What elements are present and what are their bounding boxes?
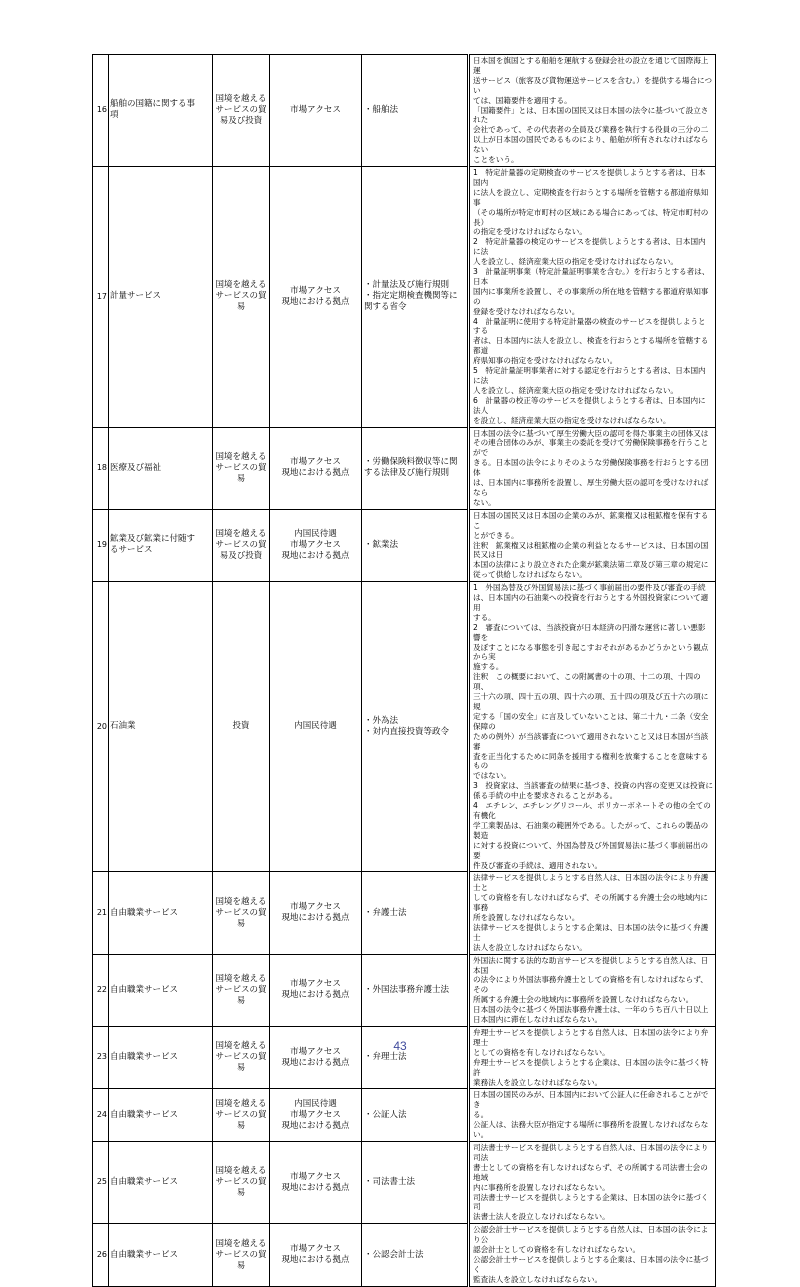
measure-description-cell-line: 弁理士サービスを提供しようとする企業は、日本国の法令に基づく特許 [473,1057,709,1077]
obligation-type-cell-line: 易及び投資 [219,550,263,561]
obligation-type-cell-line: 国境を越える [215,1238,267,1249]
measure-description-cell-line: その連合団体のみが、事業主の委託を受けて労働保険事務を行うことがで [473,438,709,458]
obligation-type-cell [213,582,270,872]
relevant-obligation-cell [270,1224,362,1287]
measure-description-cell-line: 及ぼすことになる事態を引き起こすおそれがあるかどうかという観点から実 [473,642,709,662]
measure-description-cell-line: 3 投資家は、当該審査の結果に基づき、投資の内容の変更又は投資に [473,781,713,791]
table-row [93,1224,716,1287]
obligation-type-cell-line: 易 [236,1188,246,1199]
sector-cell [109,509,213,581]
relevant-obligation-cell-line: 市場アクセス [290,979,341,990]
obligation-type-cell [213,1141,270,1223]
sector-cell-line: 項 [110,110,119,121]
page-number: 43 [393,1039,407,1053]
obligation-type-cell-line: 国境を越える [215,1041,267,1052]
sector-cell [109,55,213,167]
relevant-obligation-cell-line: 市場アクセス [290,104,341,115]
measure-description-cell-line: 司法書士サービスを提供しようとする企業は、日本国の法令に基づく司 [473,1192,709,1212]
measure-description-cell-line: 「国籍要件」とは、日本国の国民又は日本国の法令に基づいて設立された [473,105,709,125]
relevant-obligation-cell [270,427,362,509]
measure-description-cell-line: 人を設立し、経済産業大臣の指定を受けなければならない。 [473,385,679,395]
measure-description-cell-line: 府県知事の指定を受けなければならない。 [473,356,618,366]
relevant-obligation-cell-line: 市場アクセス [290,902,341,913]
measure-description-cell-line: 国内に事業所を設置し、その事業所の所在地を管轄する都道府県知事の [473,286,709,306]
measure-description-cell-line: としての資格を有しなければならない。 [473,1047,610,1057]
measure-description-cell [469,1027,716,1089]
row-number: 18 [93,427,109,509]
sector-cell-line: 自由職業サービス [110,1109,179,1120]
measure-description-cell-line: は、日本国内の石油業への投資を行おうとする外国投資家について適用 [473,593,709,612]
measure-description-cell [469,1089,716,1142]
measure-description-cell-line: 従って供給しなければならない。 [473,570,587,580]
relevant-obligation-cell-line: 現地における拠点 [281,1255,350,1266]
relevant-obligation-cell [270,166,362,427]
measure-description-cell-line: 以上が日本国の国民であるものにより、船舶が所有されなければならない [473,135,709,155]
measure-description-cell-line: 日本国の国民又は日本国の企業のみが、鉱業権又は租鉱権を保有するこ [473,510,709,530]
obligation-type-cell-line: 国境を越える [215,896,267,907]
measure-description-cell [469,55,716,167]
obligation-type-cell-line: サービスの貿 [215,539,267,550]
sector-cell-line: 自由職業サービス [110,1249,179,1260]
table-row [93,509,716,581]
relevant-obligation-cell-line: 市場アクセス [290,285,341,296]
relevant-obligation-cell [270,1027,362,1089]
row-number: 20 [93,582,109,872]
measure-description-cell-line: 司法書士サービスを提供しようとする自然人は、日本国の法令により司法 [473,1142,709,1162]
obligation-type-cell-line: サービスの貿 [215,1249,267,1260]
sector-cell [109,1027,213,1089]
table-row [93,1141,716,1223]
obligation-type-cell-line: 易及び投資 [219,115,263,126]
legal-basis-cell [362,1224,469,1287]
sector-cell-line: 自由職業サービス [110,1177,179,1188]
legal-basis-cell-line: ・計量法及び施行規則 [364,280,450,291]
measure-description-cell-line: 三十六の項、四十五の項、四十六の項、五十四の項及び五十六の項に規 [473,692,709,711]
sector-cell-line: 鉱業及び鉱業に付随す [110,534,196,545]
relevant-obligation-cell-line: 市場アクセス [290,1109,341,1120]
measure-description-cell-line: 書士としての資格を有しなければならず、その所属する司法書士会の地域 [473,1162,708,1182]
measure-description-cell-line: 人を設立し、経済産業大臣の指定を受けなければならない。 [473,257,679,267]
sector-cell-line: 自由職業サービス [110,907,179,918]
measure-description-cell-line: 査を正当化するために同条を援用する権利を放棄することを意味するもの [473,751,709,771]
measure-description-cell [469,872,716,954]
sector-cell [109,582,213,872]
legal-basis-cell [362,872,469,954]
measure-description-cell-line: の指定を受けなければならない。 [473,227,587,237]
obligation-type-cell-line: 易 [236,918,246,929]
obligation-type-cell-line: サービスの貿 [215,291,267,302]
measure-description-cell-line: （その場所が特定市町村の区域にある場合にあっては、特定市町村の長） [473,207,709,227]
relevant-obligation-cell-line: 現地における拠点 [281,468,350,479]
sector-cell [109,427,213,509]
row-number: 17 [93,166,109,427]
measure-description-cell-line: ための例外）が当該審査について適用されないこと又は日本国が当該審 [473,731,709,751]
obligation-type-cell-line: 国境を越える [215,280,267,291]
obligation-type-cell-line: サービスの貿 [215,907,267,918]
sector-cell-line: 石油業 [110,721,136,732]
measure-description-cell-line: 者は、日本国内に法人を設立し、検査を行おうとする場所を管轄する都道 [473,336,709,356]
table-row [93,427,716,509]
measure-description-cell-line: 内に事務所を設置しなければならない。 [473,1182,610,1192]
sector-cell-line: 医療及び福祉 [110,462,162,473]
row-number: 21 [93,872,109,954]
legal-basis-cell [362,509,469,581]
obligation-type-cell-line: 国境を越える [215,93,267,104]
relevant-obligation-cell-line: 内国民待遇 [294,528,337,539]
relevant-obligation-cell-line: 現地における拠点 [281,1182,350,1193]
relevant-obligation-cell-line: 市場アクセス [290,457,341,468]
obligation-type-cell [213,954,270,1026]
sector-cell [109,1141,213,1223]
measure-description-cell-line: 1 外国為替及び外国貿易法に基づく事前届出の要件及び審査の手続 [473,583,706,593]
measure-description-cell-line: ない。 [473,497,496,507]
measure-description-cell-line: 日本国内に滞在しなければならない。 [473,1015,603,1025]
sector-cell [109,1224,213,1287]
relevant-obligation-cell-line: 内国民待遇 [294,1098,337,1109]
measure-description-cell-line: 注釈 鉱業権又は租鉱権の企業の利益となるサービスは、日本国の国民又は日 [473,540,709,560]
legal-basis-cell-line: ・労働保険料徴収等に関 [364,457,458,468]
measure-description-cell-line: 4 エチレン、エチレングリコール、ポリカーボネートその他の全ての有機化 [473,801,711,820]
measure-description-cell-line: 業務法人を設立しなければならない。 [473,1077,603,1087]
measure-description-cell [469,954,716,1026]
table-row [93,1027,716,1089]
measure-description-cell-line: 4 計量証明に使用する特定計量器の検査のサービスを提供しようとする [473,316,706,336]
sector-cell [109,954,213,1026]
measure-description-cell-line: 所属する弁護士会の地域内に事務所を設置しなければならない。 [473,995,694,1005]
legal-basis-cell-line: 関する省令 [364,302,407,313]
legal-basis-cell-line: ・船舶法 [364,104,399,115]
sector-cell-line: 自由職業サービス [110,1052,179,1063]
row-number: 26 [93,1224,109,1287]
relevant-obligation-cell [270,1141,362,1223]
measure-description-cell-line: 会社であって、その代表者の全員及び業務を執行する役員の三分の二 [473,125,709,135]
measure-description-cell-line: 注釈 この概要において、この附属書の十の項、十二の項、十四の項、 [473,672,701,692]
obligation-type-cell [213,1224,270,1287]
legal-basis-cell-line: ・外国法事務弁護士法 [364,984,450,995]
sector-cell-line: 自由職業サービス [110,984,179,995]
measure-description-cell-line: ことをいう。 [473,155,519,165]
measure-description-cell-line: 2 審査については、当該投資が日本経済の円滑な運営に著しい悪影響を [473,622,706,642]
measure-description-cell-line: 日本国を旗国とする船舶を運航する登録会社の設立を通じて国際海上運 [473,56,709,75]
measure-description-cell-line: 日本国の国民のみが、日本国内において公証人に任命されることができ [473,1090,709,1110]
relevant-obligation-cell [270,1089,362,1142]
row-number: 19 [93,509,109,581]
obligation-type-cell-line: 易 [236,302,246,313]
obligation-type-cell-line: 易 [236,473,246,484]
measure-description-cell-line: い。 [473,1130,489,1140]
measure-description-cell-line: 施する。 [473,662,504,672]
measure-description-cell-line: 件及び審査の手続は、適用されない。 [473,860,603,870]
obligation-type-cell-line: 投資 [232,721,250,732]
legal-basis-cell [362,1027,469,1089]
table-row [93,582,716,872]
obligation-type-cell-line: 易 [236,1063,246,1074]
legal-basis-cell [362,954,469,1026]
measure-description-cell [469,582,716,872]
measure-description-cell-line: を設立し、経済産業大臣の指定を受けなければならない。 [473,415,671,425]
reservation-schedule-sheet [92,54,715,1287]
obligation-type-cell-line: 国境を越える [215,451,267,462]
relevant-obligation-cell-line: 現地における拠点 [281,913,350,924]
measure-description-cell-line: 監査法人を設立しなければならない。 [473,1274,603,1284]
measure-description-cell-line: 法書士法人を設立しなければならない。 [473,1212,610,1222]
measure-description-cell [469,509,716,581]
obligation-type-cell [213,509,270,581]
relevant-obligation-cell-line: 市場アクセス [290,1046,341,1057]
obligation-type-cell-line: 国境を越える [215,528,267,539]
measure-description-cell-line: 1 特定計量器の定期検査のサービスを提供しようとする者は、日本国内 [473,167,706,187]
sector-cell [109,166,213,427]
measure-description-cell-line: しての資格を有しなければならず、その所属する弁護士会の地域内に事務 [473,893,708,913]
legal-basis-cell [362,55,469,167]
measure-description-cell-line: 送サービス（旅客及び貨物運送サービスを含む。）を提供する場合につい [473,75,713,95]
measure-description-cell-line: 定する「国の安全」に言及していないことは、第二十九・二条（安全保障の [473,711,709,731]
measure-description-cell-line: 法人を設立しなければならない。 [473,942,587,952]
legal-basis-cell-line: ・弁理士法 [364,1052,407,1063]
measure-description-cell-line: 学工業製品は、石油業の範囲外である。したがって、これらの製品の製造 [473,820,709,840]
sector-cell [109,872,213,954]
obligation-type-cell-line: サービスの貿 [215,104,267,115]
relevant-obligation-cell [270,582,362,872]
sector-cell-line: 計量サービス [110,291,162,302]
legal-basis-cell-line: する法律及び施行規則 [364,468,450,479]
row-number: 25 [93,1141,109,1223]
measure-description-cell-line: 公認会計士サービスを提供しようとする自然人は、日本国の法令により公 [473,1225,709,1245]
legal-basis-cell [362,427,469,509]
measure-description-cell-line: 係る手続の中止を要求されることがある。 [473,791,618,801]
legal-basis-cell-line: ・鉱業法 [364,539,399,550]
legal-basis-cell [362,1141,469,1223]
measure-description-cell-line: の法令により外国法事務弁護士としての資格を有しなければならず、その [473,975,708,995]
table-row [93,55,716,167]
obligation-type-cell-line: 易 [236,1120,246,1131]
relevant-obligation-cell [270,954,362,1026]
reservation-table-body [93,55,716,1287]
table-row [93,872,716,954]
relevant-obligation-cell-line: 現地における拠点 [281,1120,350,1131]
measure-description-cell-line: 弁理士サービスを提供しようとする自然人は、日本国の法令により弁理士 [473,1028,709,1047]
sector-cell-line: るサービス [110,545,153,556]
measure-description-cell-line: 日本国の法令に基づく外国法事務弁護士は、一年のうち百八十日以上 [473,1005,709,1015]
measure-description-cell-line: 本国の法律により設立された企業が鉱業法第二章及び第三章の規定に [473,560,709,570]
obligation-type-cell-line: サービスの貿 [215,1052,267,1063]
measure-description-cell-line: る。 [473,1110,489,1120]
relevant-obligation-cell-line: 現地における拠点 [281,550,350,561]
measure-description-cell-line: 日本国の法令に基づいて厚生労働大臣の認可を得た事業主の団体又は [473,428,709,438]
table-row [93,166,716,427]
obligation-type-cell [213,872,270,954]
legal-basis-cell [362,582,469,872]
legal-basis-cell-line: ・公認会計士法 [364,1249,424,1260]
measure-description-cell-line: 認会計士としての資格を有しなければならない。 [473,1245,641,1255]
measure-description-cell-line: する。 [473,612,496,622]
row-number: 24 [93,1089,109,1142]
obligation-type-cell-line: サービスの貿 [215,462,267,473]
legal-basis-cell-line: ・司法書士法 [364,1177,416,1188]
measure-description-cell [469,1224,716,1287]
row-number: 16 [93,55,109,167]
measure-description-cell [469,427,716,509]
measure-description-cell-line: は、日本国内に事務所を設置し、厚生労働大臣の認可を受けなければなら [473,478,709,497]
legal-basis-cell [362,166,469,427]
obligation-type-cell [213,166,270,427]
measure-description-cell-line: 公証人は、法務大臣が指定する場所に事務所を設置しなければならな [473,1120,709,1130]
measure-description-cell-line: 法律サービスを提供しようとする自然人は、日本国の法令により弁護士と [473,873,709,893]
legal-basis-cell-line: ・対内直接投資等政令 [364,726,450,737]
obligation-type-cell-line: 易 [236,995,246,1006]
relevant-obligation-cell-line: 現地における拠点 [281,296,350,307]
relevant-obligation-cell-line: 市場アクセス [290,1244,341,1255]
relevant-obligation-cell-line: 内国民待遇 [294,721,337,732]
obligation-type-cell-line: サービスの貿 [215,984,267,995]
measure-description-cell-line: 2 特定計量器の検定のサービスを提供しようとする者は、日本国内に法 [473,237,706,257]
measure-description-cell [469,1141,716,1223]
obligation-type-cell [213,55,270,167]
sector-cell-line: 船舶の国籍に関する事 [110,99,196,110]
measure-description-cell-line: に対する投資について、外国為替及び外国貿易法に基づく事前届出の要 [473,840,709,860]
obligation-type-cell [213,427,270,509]
legal-basis-cell [362,1089,469,1142]
obligation-type-cell-line: サービスの貿 [215,1109,267,1120]
measure-description-cell-line: 6 計量器の校正等のサービスを提供しようとする者は、日本国内に法人 [473,395,706,415]
relevant-obligation-cell-line: 市場アクセス [290,539,341,550]
obligation-type-cell-line: 国境を越える [215,1098,267,1109]
obligation-type-cell-line: サービスの貿 [215,1177,267,1188]
measure-description-cell-line: 外国法に関する法的な助言サービスを提供しようとする自然人は、日本国 [473,955,709,975]
relevant-obligation-cell-line: 市場アクセス [290,1171,341,1182]
table-row [93,1089,716,1142]
measure-description-cell-line: 公認会計士サービスを提供しようとする企業は、日本国の法令に基づく [473,1254,709,1274]
relevant-obligation-cell [270,872,362,954]
obligation-type-cell [213,1027,270,1089]
relevant-obligation-cell-line: 現地における拠点 [281,1057,350,1068]
measure-description-cell-line: とができる。 [473,530,519,540]
measure-description-cell-line: 所を設置しなければならない。 [473,913,580,923]
row-number: 23 [93,1027,109,1089]
measure-description-cell [469,166,716,427]
relevant-obligation-cell [270,509,362,581]
measure-description-cell-line: ては、国籍要件を適用する。 [473,95,572,105]
measure-description-cell-line: 3 計量証明事業（特定計量証明事業を含む。）を行おうとする者は、日本 [473,267,710,286]
measure-description-cell-line: 法律サービスを提供しようとする企業は、日本国の法令に基づく弁護士 [473,922,709,942]
measure-description-cell-line: きる。日本国の法令によりそのような労働保険事務を行おうとする団体 [473,458,709,478]
sector-cell [109,1089,213,1142]
obligation-type-cell-line: 易 [236,1260,246,1271]
measure-description-cell-line: ではない。 [473,771,511,781]
measure-description-cell-line: 登録を受けなければならない。 [473,306,580,316]
relevant-obligation-cell [270,55,362,167]
legal-basis-cell-line: ・公証人法 [364,1109,407,1120]
measure-description-cell-line: 5 特定計量証明事業者に対する認定を行おうとする者は、日本国内に法 [473,366,706,385]
reservation-table [92,54,716,1287]
relevant-obligation-cell-line: 現地における拠点 [281,990,350,1001]
obligation-type-cell-line: 国境を越える [215,1166,267,1177]
legal-basis-cell-line: ・弁護士法 [364,907,407,918]
obligation-type-cell-line: 国境を越える [215,973,267,984]
legal-basis-cell-line: ・指定定期検査機関等に [364,291,458,302]
row-number: 22 [93,954,109,1026]
legal-basis-cell-line: ・外為法 [364,715,399,726]
table-row [93,954,716,1026]
obligation-type-cell [213,1089,270,1142]
measure-description-cell-line: に法人を設立し、定期検査を行おうとする場所を管轄する都道府県知事 [473,187,709,207]
